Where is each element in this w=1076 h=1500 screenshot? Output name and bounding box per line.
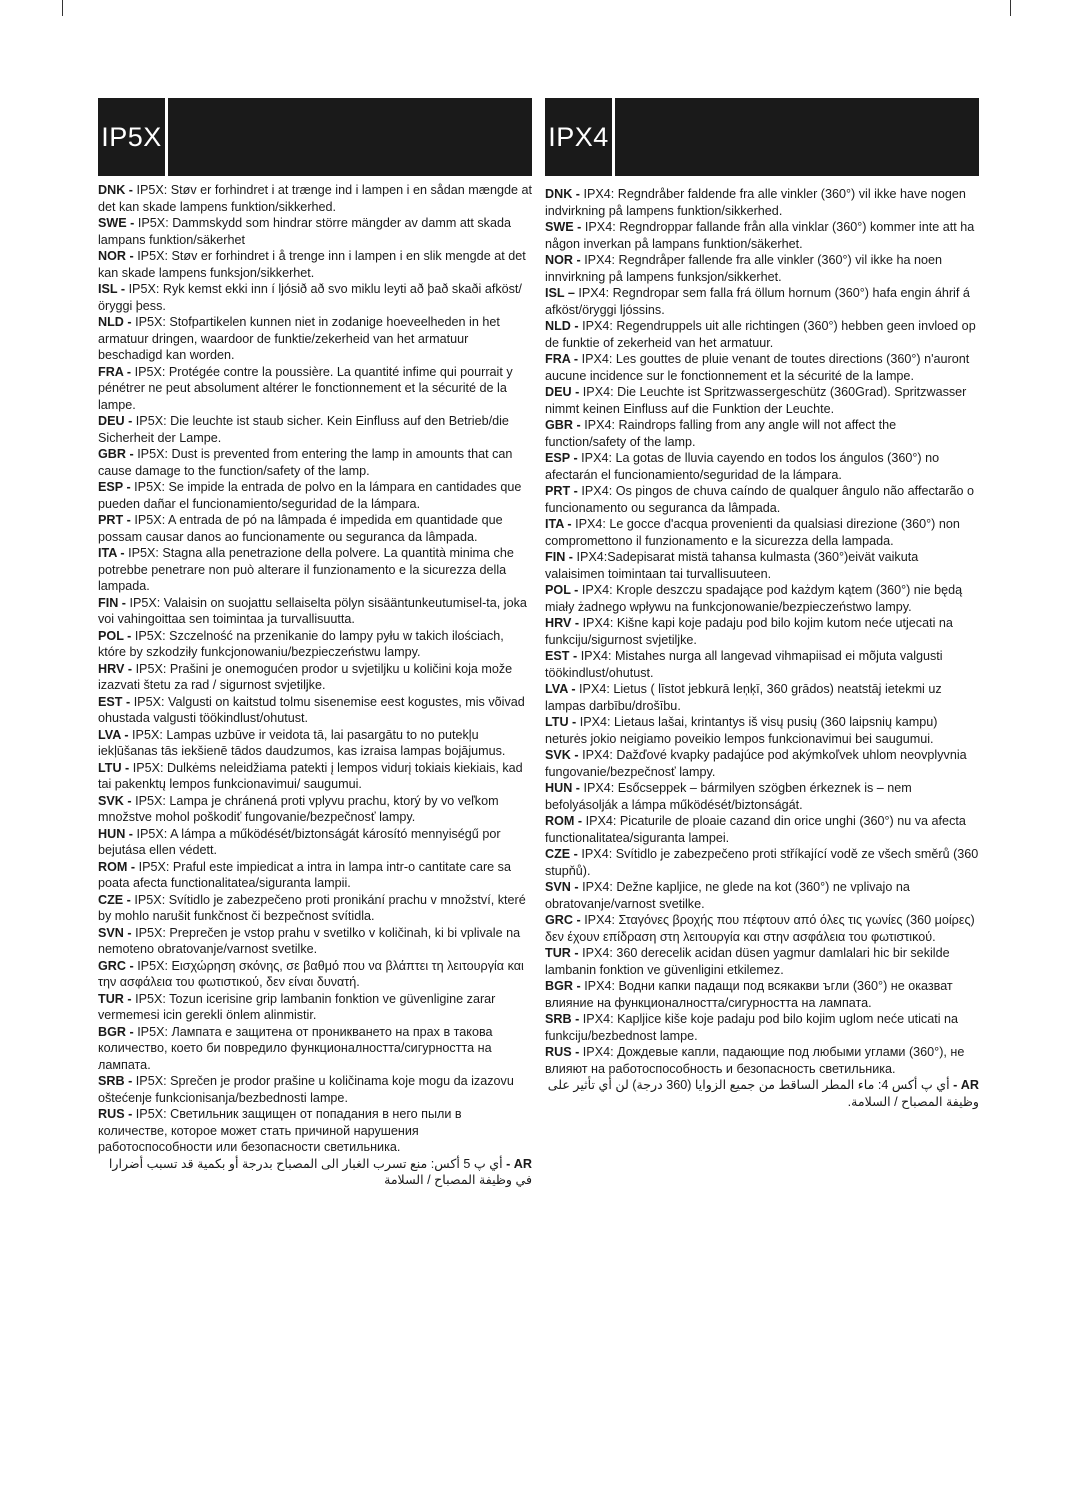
language-code: ISL - [98, 282, 126, 296]
language-entry [98, 958, 532, 991]
language-code: SVK - [98, 793, 132, 808]
language-entry [98, 182, 532, 215]
language-code: LTU - [545, 715, 577, 729]
language-text: IP5X: Die leuchte ist staub sicher. Kein Einfluss auf den Betrieb/die Sicherheit der Lampe. [98, 414, 509, 445]
language-entry [98, 479, 532, 512]
ip5x-header-bar [168, 98, 532, 176]
language-text: IPX4: Дождевые капли, падающие под любыми углами (360°), не влияют на работоспособность и безопасность светильника. [545, 1045, 965, 1076]
language-text: IP5X: Støv er forhindret i at trænge ind i lampen i en sådan mængde at det kan skade lampens funktion/sikkerhed. [98, 183, 533, 214]
language-code: NOR - [98, 249, 134, 263]
language-code: PRT - [98, 513, 131, 527]
language-code: FIN - [98, 595, 126, 610]
language-code: HRV - [98, 661, 133, 676]
language-text: IPX4: Regendruppels uit alle richtingen (360°) hebben geen invloed op de funktie of zekerheid van het armatuur. [545, 319, 976, 350]
language-code: ITA - [98, 546, 125, 560]
language-entry [98, 1073, 532, 1106]
language-text: IPX4: Regndropar sem falla frá öllum hornum (360°) hafa engin áhrif á afköst/öryggi ljóssins. [545, 286, 970, 317]
language-text: IPX4: Lietus ( līstot jebkurā leņķī, 360 grādos) neatstāj ietekmi uz lampas darbību/drošību. [545, 682, 942, 713]
language-text: IPX4: Les gouttes de pluie venant de toutes directions (360°) n'auront aucune incidence sur le fonctionnement et la sécurité de la lampe. [545, 352, 970, 383]
ip5x-entries [98, 182, 532, 1189]
language-text: IP5X: Ryk kemst ekki inn í ljósið að svo miklu leyti að það skaði afköst/öryggi þess. [98, 282, 522, 313]
language-text: IP5X: Lampas uzbūve ir veidota tā, lai pasargātu to no putekļu iekļūšanas tās iekšienē tādos daudzumos, kas izraisa lampas bojājumus. [98, 727, 506, 758]
language-code: BGR - [98, 1024, 134, 1039]
language-text: IPX4: Svítidlo je zabezpečeno proti stříkající vodě ze všech směrů (360 stupňů). [545, 847, 979, 878]
language-text: IPX4:Sadepisarat mistä tahansa kulmasta (360°)eivät vaikuta valaisimen toimintaan tai turvallisuuteen. [545, 550, 919, 581]
language-entry [98, 991, 532, 1024]
language-text: IPX4: 360 derecelik acidan düsen yagmur damlalari hic bir sekilde lambanin fonktion ve güvenligini etkilemez. [545, 946, 950, 977]
language-entry [545, 384, 979, 417]
language-code: RUS - [98, 1107, 133, 1121]
language-text: IPX4: Esőcseppek – bármilyen szögben érkeznek is – nem befolyásolják a lámpa működését/biztonságát. [545, 781, 912, 812]
language-entry [98, 1024, 532, 1074]
crop-mark-right [1010, 0, 1011, 16]
language-code: DEU - [545, 385, 580, 399]
language-entry [98, 826, 532, 859]
language-entry [98, 661, 532, 694]
language-text: IP5X: Valaisin on suojattu sellaiselta pölyn sisääntunkeutumisel-ta, joka voi vahingoittaa sen toimintaa ja turvallisuutta. [98, 595, 527, 626]
language-text: IPX4: Krople deszczu spadające pod każdym kątem (360°) nie będą miały żadnego wpływu na funkcjonowanie/bezpieczeństwo lampy. [545, 583, 963, 614]
language-entry [545, 351, 979, 384]
language-entry [545, 417, 979, 450]
language-code: SRB - [98, 1074, 133, 1088]
language-code: CZE - [98, 892, 131, 907]
language-entry [545, 582, 979, 615]
language-entry [545, 615, 979, 648]
language-entry [545, 1044, 979, 1077]
language-entry [545, 648, 979, 681]
language-entry [98, 413, 532, 446]
ipx4-entries [545, 186, 979, 1110]
language-entry [545, 516, 979, 549]
language-entry [98, 760, 532, 793]
language-entry [545, 846, 979, 879]
language-entry [98, 248, 532, 281]
language-text: IPX4: Kapljice kiše koje padaju pod bilo kojim uglom neće uticati na funkciju/bezbednost lampe. [545, 1012, 959, 1043]
language-code: DNK - [98, 183, 133, 197]
language-entry [545, 483, 979, 516]
language-text: IP5X: Stagna alla penetrazione della polvere. La quantità minima che potrebbe penetrare non può alterare il funzionamento e la sicurezza della lampada. [98, 546, 514, 593]
language-text: IPX4: Regndroppar fallande från alla vinklar (360°) kommer inte att ha någon inverkan på lampans funktion/säkerhet. [545, 220, 975, 251]
language-code: EST - [98, 694, 131, 709]
language-entry [545, 186, 979, 219]
language-code: ROM - [98, 859, 136, 874]
language-entry [98, 727, 532, 760]
language-entry [98, 1106, 532, 1156]
language-entry [98, 595, 532, 628]
language-entry-arabic [98, 1156, 532, 1189]
language-text: IPX4: Raindrops falling from any angle will not affect the function/safety of the lamp. [545, 418, 897, 449]
language-code: GRC - [545, 913, 581, 927]
language-entry [98, 793, 532, 826]
language-entry [545, 219, 979, 252]
language-entry [545, 945, 979, 978]
language-code: POL - [545, 583, 579, 597]
language-entry [98, 545, 532, 595]
language-code: PRT - [545, 484, 578, 498]
language-text: IP5X: Valgusti on kaitstud tolmu sisenemise eest kogustes, mis võivad ohustada valgusti töökindlust/ohutust. [98, 694, 525, 725]
crop-mark-left [62, 0, 63, 16]
language-text: IPX4: Kišne kapi koje padaju pod bilo kojim kutom neće utjecati na funkciju/sigurnost svjetiljke. [545, 616, 953, 647]
language-code: FRA - [98, 364, 132, 379]
language-text: IPX4: Os pingos de chuva caíndo de qualquer ângulo não affectarão o funcionamento ou seguranca da lâmpada. [545, 484, 974, 515]
language-entry [545, 978, 979, 1011]
language-code: ESP - [98, 480, 131, 494]
language-entry [545, 681, 979, 714]
language-text: IPX4: Picaturile de ploaie cazand din orice unghi (360°) nu va afecta functionalitatea/siguranta lampei. [545, 814, 966, 845]
language-code: RUS - [545, 1045, 580, 1059]
language-entry [545, 1011, 979, 1044]
ipx4-section [545, 98, 979, 1110]
ipx4-header-bar [615, 98, 979, 176]
language-code: GBR - [98, 447, 134, 461]
language-text: IP5X: A entrada de pó na lâmpada é impedida em quantidade que possam causar danos ao funcionamente ou seguranca da lâmpada. [98, 513, 503, 544]
language-text: IP5X: Preprečen je vstop prahu v svetilko v količinah, ki bi vplivale na nemoteno obratovanje/varnost svetilke. [98, 925, 521, 956]
language-text: IPX4: Le gocce d'acqua provenienti da qualsiasi direzione (360°) non compromettono il funzionamento e la sicurezza della lampada. [545, 517, 960, 548]
language-code: TUR - [98, 991, 132, 1006]
language-code: ISL – [545, 286, 575, 300]
language-code: HUN - [98, 826, 133, 841]
language-text: IPX4: Dežne kapljice, ne glede na kot (360°) ne vplivajo na obratovanje/varnost svetilke. [545, 880, 910, 911]
language-code: NOR - [545, 253, 581, 267]
language-entry [98, 892, 532, 925]
language-entry [545, 780, 979, 813]
language-text: IP5X: Stofpartikelen kunnen niet in zodanige hoeveelheden in het armatuur dringen, waardoor de funktie/zekerheid van het armatuur beschadigd kan worden. [98, 315, 500, 362]
language-text: IP5X: Prašini je onemogućen prodor u svjetiljku u količini koja može izazvati štetu za rad / sigurnost svjetiljke. [98, 661, 513, 692]
language-code: HRV - [545, 616, 580, 630]
language-code: CZE - [545, 847, 578, 861]
language-text: IPX4: Mistahes nurga all langevad vihmapiisad ei mõjuta valgusti töökindlust/ohutust. [545, 649, 943, 680]
language-text: IP5X: Dust is prevented from entering the lamp in amounts that can cause damage to the function/safety of the lamp. [98, 447, 513, 478]
language-entry [98, 364, 532, 414]
language-text: IPX4: Lietaus lašai, krintantys iš visų pusių (360 laipsnių kampu) neturės jokio neigiamo poveikio lempos funkcionavimui bei saugumui. [545, 715, 938, 746]
language-text: IP5X: Dulkėms neleidžiama patekti į lempos vidurį tokiais kiekiais, kad tai pakenktų lempos funkcionavimui/ saugumui. [98, 760, 523, 791]
language-text: IPX4: Regndråper fallende fra alle vinkler (360°) vil ikke ha noen innvirkning på lampens funksjon/sikkerhet. [545, 253, 943, 284]
language-code: SVN - [98, 925, 132, 940]
language-entry [545, 450, 979, 483]
language-code: FRA - [545, 352, 579, 366]
language-code: SVN - [545, 880, 579, 894]
language-text: IPX4: Σταγόνες βροχής που πέφτουν από όλες τις γωνίες (360 μοίρες) δεν έχουν επίδραση στη λειτουργία και στην ασφάλεια του φωτιστικού. [545, 913, 975, 944]
language-text: IP5X: Szczelność na przenikanie do lampy pyłu w takich ilościach, które by szkodziły funkcjonowaniu/bezpieczeństwu lampy. [98, 628, 504, 659]
language-text: أي پ 5 أكس: منع تسرب الغبار الى المصباح بدرجة أو بكمية قد تسبب أضرارا في وظيفة المصباح / السلامة [108, 1156, 532, 1187]
language-text: IP5X: Tozun icerisine grip lambanin fonktion ve güvenligine zarar vermemesi icin gerekli önlem alinmistir. [98, 991, 496, 1022]
language-entry [98, 694, 532, 727]
language-code: LVA - [98, 727, 129, 742]
language-code: ITA - [545, 517, 572, 531]
language-entry [545, 912, 979, 945]
language-code: DNK - [545, 187, 580, 201]
language-text: IPX4: Regndråber faldende fra alle vinkler (360°) vil ikke have nogen indvirkning på lampens funktion/sikkerhed. [545, 187, 966, 218]
language-text: IP5X: Protégée contre la poussière. La quantité infime qui pourrait y pénétrer ne peut absolument altérer le fonctionnement et la sécurité de la lampe. [98, 364, 513, 412]
ipx4-header [545, 98, 979, 176]
language-code: EST - [545, 649, 578, 663]
language-code: AR - [953, 1078, 979, 1092]
language-entry [98, 512, 532, 545]
language-entry [98, 215, 532, 248]
language-code: SVK - [545, 748, 579, 762]
language-text: IPX4: Водни капки падащи под всякакви ъгли (360°) не оказват влияние на функционалността/сигурността на лампата. [545, 979, 953, 1010]
language-text: IP5X: Svítidlo je zabezpečeno proti pronikání prachu v množství, které by mohlo narušit funkčnost či bezpečnost svítidla. [98, 892, 526, 923]
language-text: IP5X: Sprečen je prodor prašine u količinama koje mogu da izazovu oštećenje funkcionisanja/bezbednosti lampe. [98, 1074, 514, 1105]
language-entry [545, 318, 979, 351]
language-text: IP5X: A lámpa a működését/biztonságát károsító mennyiségű por bejutása ellen védett. [98, 826, 501, 857]
language-text: IPX4: La gotas de lluvia cayendo en todos los ángulos (360°) no afectarán el funcionamiento/seguridad de la lámpara. [545, 451, 940, 482]
language-text: IP5X: Se impide la entrada de polvo en la lámpara en cantidades que pueden dañar el funcionamiento/seguridad de la lámpara. [98, 480, 522, 511]
language-code: SWE - [98, 216, 135, 230]
language-text: IP5X: Светильник защищен от попадания в него пыли в количестве, которое может стать причиной нарушения работоспособности или безопасности светильника. [98, 1107, 462, 1154]
language-code: GRC - [98, 958, 134, 973]
language-code: ESP - [545, 451, 578, 465]
ipx4-title: IPX4 [545, 98, 615, 176]
language-text: أي پ أكس 4: ماء المطر الساقط من جميع الزوايا (360 درجة) لن أي تأثير على وظيفة المصباح / السلامة. [547, 1078, 979, 1109]
language-entry [98, 314, 532, 364]
language-code: SRB - [545, 1012, 580, 1026]
language-text: IP5X: Praful este impiedicat a intra in lampa intr-o cantitate care sa poata afecta functionalitatea/siguranta lampii. [98, 859, 511, 890]
language-entry [98, 281, 532, 314]
language-code: ROM - [545, 814, 583, 828]
language-entry [98, 628, 532, 661]
language-text: IP5X: Lampa je chránená proti vplyvu prachu, ktorý by vo veľkom množstve mohol poškodiť fungovanie/bezpečnosť lampy. [98, 793, 499, 824]
language-code: GBR - [545, 418, 581, 432]
language-entry [98, 446, 532, 479]
language-code: FIN - [545, 550, 573, 564]
language-text: IPX4: Dažďové kvapky padajúce pod akýmkoľvek uhlom neovplyvnia fungovanie/bezpečnosť lampy. [545, 748, 967, 779]
language-text: IP5X: Εισχώρηση σκόνης, σε βαθμό που να βλάπτει τη λειτουργία και την ασφάλεια του φωτιστικού, δεν είναι δυνατή. [98, 958, 524, 989]
language-code: AR - [506, 1156, 532, 1171]
language-entry-arabic [545, 1077, 979, 1110]
language-entry [545, 252, 979, 285]
language-code: LTU - [98, 760, 130, 775]
language-entry [545, 747, 979, 780]
language-entry [545, 549, 979, 582]
language-entry [545, 714, 979, 747]
language-text: IP5X: Лампата е защитена от проникването на прах в такова количество, което би повредило функционалността/сигурността на лампата. [98, 1024, 493, 1072]
language-code: NLD - [98, 315, 132, 329]
language-entry [98, 925, 532, 958]
language-code: DEU - [98, 414, 133, 428]
ip5x-header [98, 98, 532, 176]
language-text: IP5X: Dammskydd som hindrar större mängder av damm att skada lampans funktion/säkerhet [98, 216, 511, 247]
ip5x-section [98, 98, 532, 1189]
language-code: BGR - [545, 979, 581, 993]
language-code: LVA - [545, 682, 576, 696]
language-entry [545, 879, 979, 912]
language-entry [98, 859, 532, 892]
language-text: IPX4: Die Leuchte ist Spritzwassergeschütz (360Grad). Spritzwasser nimmt keinen Einfluss auf die Funktion der Leuchte. [545, 385, 967, 416]
language-code: TUR - [545, 946, 579, 960]
language-code: POL - [98, 628, 132, 643]
language-code: SWE - [545, 220, 582, 234]
language-code: NLD - [545, 319, 579, 333]
language-text: IP5X: Støv er forhindret i å trenge inn i lampen i en slik mengde at det kan skade lampens funksjon/sikkerhet. [98, 249, 526, 280]
ip5x-title: IP5X [98, 98, 168, 176]
language-code: HUN - [545, 781, 580, 795]
language-entry [545, 813, 979, 846]
language-entry [545, 285, 979, 318]
